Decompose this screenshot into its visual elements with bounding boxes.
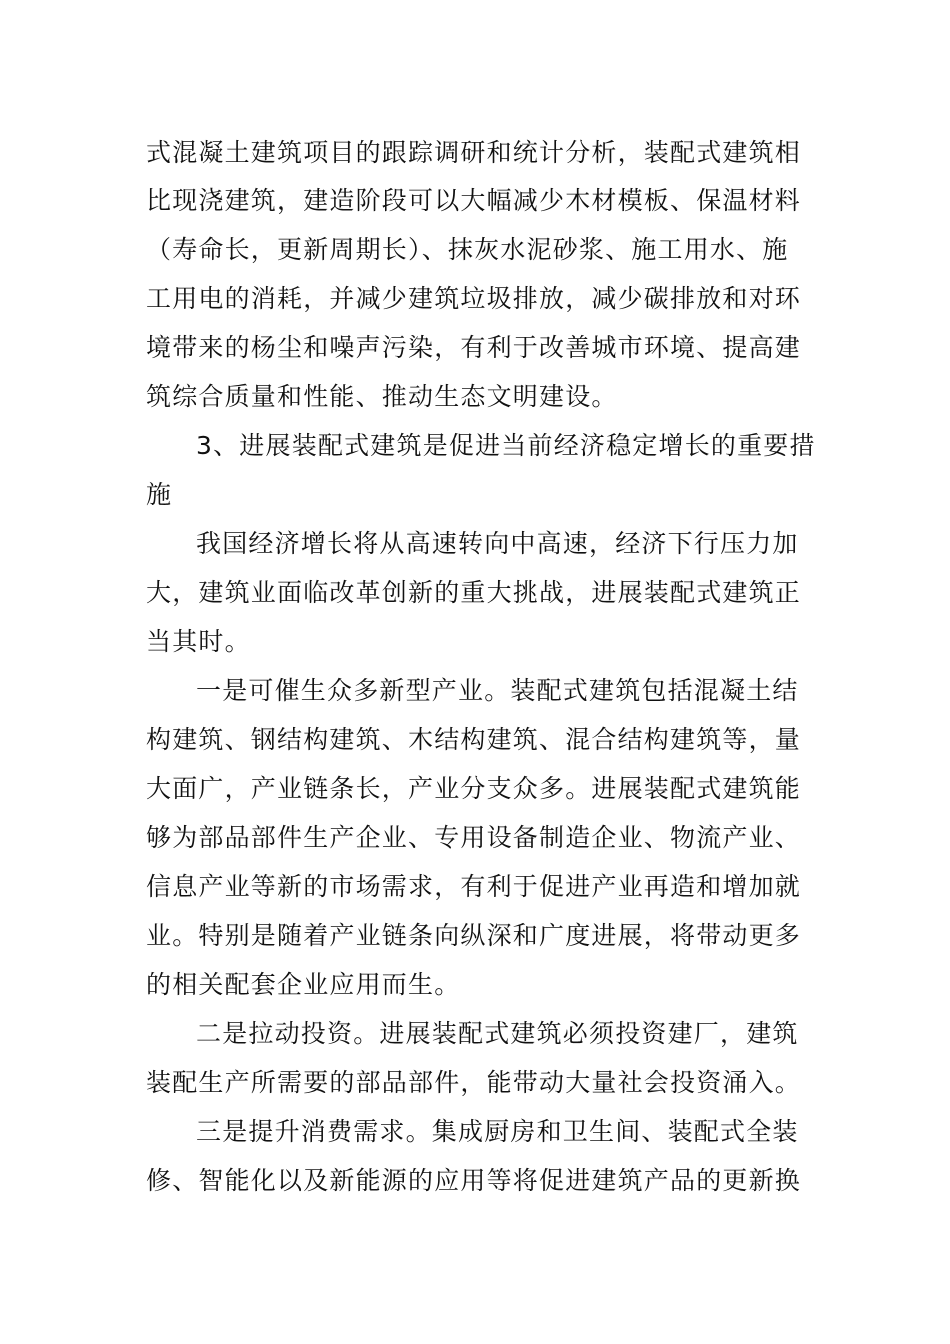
text-line-22: 修、智能化以及新能源的应用等将促进建筑产品的更新换: [146, 1166, 802, 1195]
text-line-3: （寿命长，更新周期长）、抹灰水泥砂浆、施工用水、施: [146, 235, 789, 264]
text-line-13: 构建筑、钢结构建筑、木结构建筑、混合结构建筑等，量: [146, 725, 802, 754]
text-line-16: 信息产业等新的市场需求，有利于促进产业再造和增加就: [146, 872, 802, 901]
text-line-15: 够为部品部件生产企业、专用设备制造企业、物流产业、: [146, 823, 802, 852]
text-line-1: 式混凝土建筑项目的跟踪调研和统计分析，装配式建筑相: [146, 138, 802, 167]
text-line-19: 二是拉动投资。进展装配式建筑必须投资建厂，建筑: [196, 1019, 799, 1048]
text-line-10: 大，建筑业面临改革创新的重大挑战，进展装配式建筑正: [146, 578, 802, 607]
text-line-5: 境带来的杨尘和噪声污染，有利于改善城市环境、提高建: [146, 333, 802, 362]
text-line-20: 装配生产所需要的部品部件，能带动大量社会投资涌入。: [146, 1068, 802, 1097]
text-line-11: 当其时。: [146, 627, 251, 656]
text-line-14: 大面广，产业链条长，产业分支众多。进展装配式建筑能: [146, 774, 802, 803]
text-line-12: 一是可催生众多新型产业。装配式建筑包括混凝土结: [196, 676, 799, 705]
text-line-6: 筑综合质量和性能、推动生态文明建设。: [146, 382, 618, 411]
section-heading-line-2: 施: [146, 480, 173, 509]
text-line-9: 我国经济增长将从高速转向中高速，经济下行压力加: [196, 529, 799, 558]
text-line-2: 比现浇建筑，建造阶段可以大幅减少木材模板、保温材料: [146, 186, 802, 215]
text-line-18: 的相关配套企业应用而生。: [146, 970, 461, 999]
text-line-17: 业。特别是随着产业链条向纵深和广度进展，将带动更多: [146, 921, 802, 950]
text-line-21: 三是提升消费需求。集成厨房和卫生间、装配式全装: [196, 1117, 799, 1146]
section-heading-line-1: 3、进展装配式建筑是促进当前经济稳定增长的重要措: [196, 431, 816, 460]
text-line-4: 工用电的消耗，并减少建筑垃圾排放，减少碳排放和对环: [146, 284, 802, 313]
